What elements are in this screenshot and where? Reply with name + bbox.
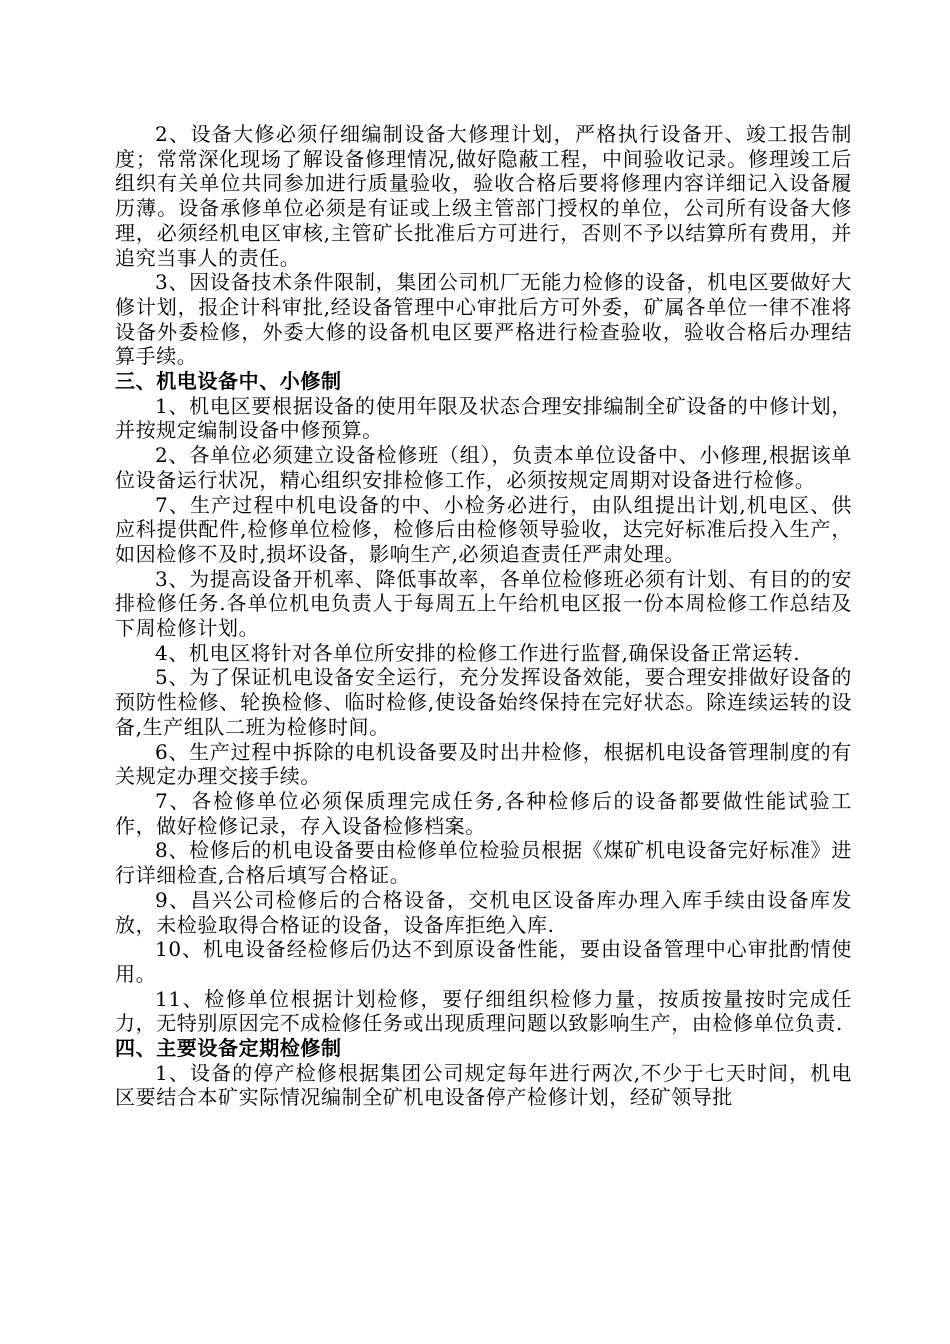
- paragraph-supervision: 4、机电区将针对各单位所安排的检修工作进行监督,确保设备正常运转.: [155, 640, 801, 665]
- paragraph-repair-schedule: 3、为提高设备开机率、降低事故率，各单位检修班必须有计划、有目的的安排检修任务.各单位机电负责人于每周五上午给机电区报一份本周检修工作总结及下周检修计划。: [115, 566, 852, 641]
- paragraph-warehouse-entry: 9、昌兴公司检修后的合格设备，交机电区设备库办理入库手续由设备库发放，未检验取得合格证的设备，设备库拒绝入库.: [115, 887, 852, 937]
- paragraph-outsourced-overhaul: 3、因设备技术条件限制，集团公司机厂无能力检修的设备，机电区要做好大修计划，报企计科审批,经设备管理中心审批后方可外委，矿属各单位一律不准将设备外委检修，外委大修的设备机电区要严格进行检查验收，验收合格后办理结算手续。: [115, 270, 852, 369]
- paragraph-repair-responsibility: 11、检修单位根据计划检修，要仔细组织检修力量，按质按量按时完成任力，无特别原因完不成检修任务或出现质理问题以致影响生产，由检修单位负责.: [115, 986, 852, 1036]
- paragraph-medium-repair-plan: 1、机电区要根据设备的使用年限及状态合理安排编制全矿设备的中修计划，并按规定编制设备中修预算。: [115, 393, 852, 443]
- section-heading-medium-minor-repair: 三、机电设备中、小修制: [115, 369, 342, 394]
- paragraph-overhaul-plan: 2、设备大修必须仔细编制设备大修理计划，严格执行设备开、竣工报告制度；常常深化现场了解设备修理情况,做好隐蔽工程，中间验收记录。修理竣工后组织有关单位共同参加进行质量验收，验收合格后要将修理内容详细记入设备履历薄。设备承修单位必须是有证或上级主管部门授权的单位，公司所有设备大修理，必须经机电区审核,主管矿长批准后方可进行，否则不予以结算所有费用，并追究当事人的责任。: [115, 122, 852, 270]
- paragraph-shutdown-repair: 1、设备的停产检修根据集团公司规定每年进行两次,不少于七天时间，机电区要结合本矿实际情况编制全矿机电设备停产检修计划，经矿领导批: [115, 1060, 852, 1110]
- paragraph-dismantled-motors: 6、生产过程中拆除的电机设备要及时出井检修，根据机电设备管理制度的有关规定办理交接手续。: [115, 739, 852, 789]
- paragraph-quality-tasks: 7、各检修单位必须保质理完成任务,各种检修后的设备都要做性能试验工作，做好检修记录，存入设备检修档案。: [115, 788, 852, 838]
- paragraph-repair-team: 2、各单位必须建立设备检修班（组），负责本单位设备中、小修理,根据该单位设备运行状况，精心组织安排检修工作，必须按规定周期对设备进行检修。: [115, 443, 852, 492]
- section-heading-periodic-repair: 四、主要设备定期检修制: [115, 1036, 342, 1061]
- paragraph-inspection-standard: 8、检修后的机电设备要由检修单位检验员根据《煤矿机电设备完好标准》进行详细检查,合格后填写合格证。: [115, 838, 852, 888]
- paragraph-preventive-maintenance: 5、为了保证机电设备安全运行，充分发挥设备效能，要合理安排做好设备的预防性检修、轮换检修、临时检修,使设备始终保持在完好状态。除连续运转的设备,生产组队二班为检修时间。: [115, 665, 852, 739]
- paragraph-substandard-equipment: 10、机电设备经检修后仍达不到原设备性能，要由设备管理中心审批酌情使用。: [115, 937, 852, 986]
- paragraph-production-repair: 7、生产过程中机电设备的中、小检务必进行，由队组提出计划,机电区、供应科提供配件,检修单位检修，检修后由检修领导验收，达完好标准后投入生产，如因检修不及时,损坏设备，影响生产,必须追查责任严肃处理。: [115, 492, 852, 566]
